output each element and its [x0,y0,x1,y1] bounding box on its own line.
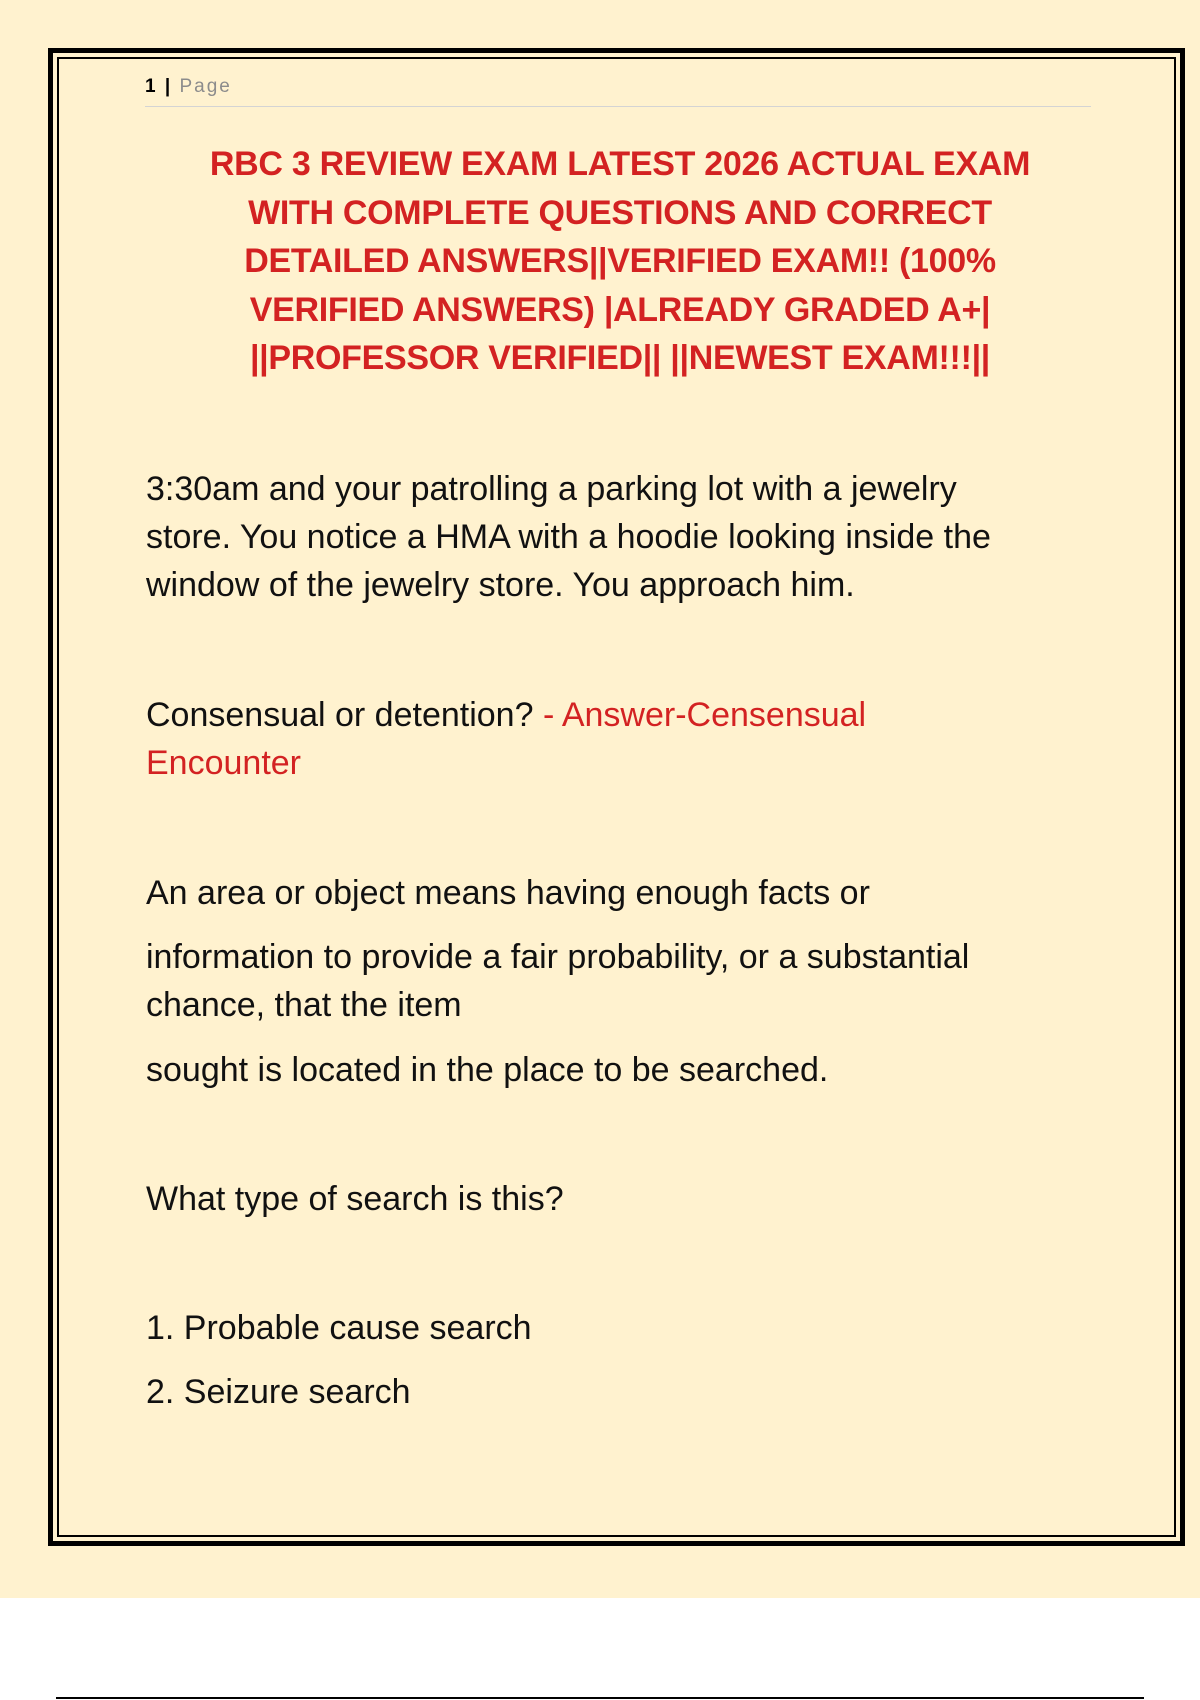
definition-line-2: information to provide a fair probability, or a substantial [146,938,970,976]
scenario-line: window of the jewelry store. You approach him. [146,566,855,604]
title-line: VERIFIED ANSWERS) |ALREADY GRADED A+| [249,290,991,329]
title-line: RBC 3 REVIEW EXAM LATEST 2026 ACTUAL EXAM [209,145,1031,183]
scenario-paragraph [146,465,991,609]
scenario-line: store. You notice a HMA with a hoodie looking inside the [146,518,991,556]
page-number: 1 [145,76,158,97]
page-separator: | [164,76,173,97]
question-1-block [146,691,866,787]
option-1: 1. Probable cause search [146,1309,532,1347]
definition-line-3: chance, that the item [146,986,462,1024]
footer-rule [56,1697,1144,1699]
page-header [145,74,1091,107]
option-2: 2. Seizure search [146,1373,411,1411]
document-title [150,140,1090,383]
scenario-line: 3:30am and your patrolling a parking lot with a jewelry [146,470,957,508]
definition-line-1: An area or object means having enough facts or [146,874,870,912]
question-2-text: What type of search is this? [146,1180,564,1218]
title-line: DETAILED ANSWERS||VERIFIED EXAM!! (100% [244,242,996,280]
title-line: WITH COMPLETE QUESTIONS AND CORRECT [248,193,992,232]
definition-line-4: sought is located in the place to be searched. [146,1051,829,1089]
page-word: Page [179,76,232,97]
question-1-text: Consensual or detention? [146,696,534,734]
title-line: ||PROFESSOR VERIFIED|| ||NEWEST EXAM!!!|| [249,339,991,377]
question-1-answer: - Answer-Censensual [533,696,867,734]
question-1-answer-continued: Encounter [146,744,301,782]
